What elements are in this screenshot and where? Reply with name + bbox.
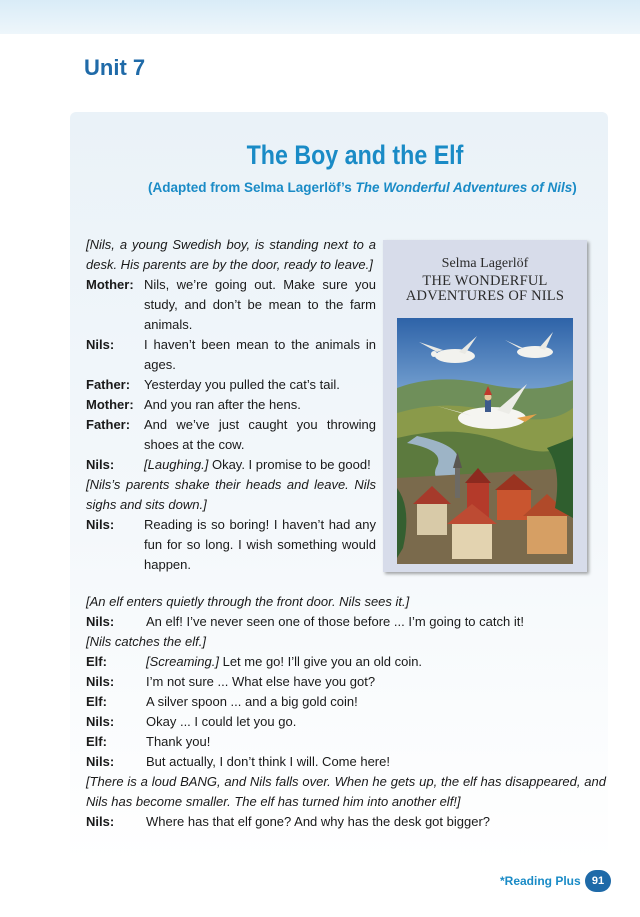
dialogue-text [146, 712, 606, 732]
dialogue-words: Thank you! [146, 734, 211, 749]
unit-heading: Unit 7 [84, 55, 146, 80]
dialogue-words: An elf! I’ve never seen one of those before ... I’m going to catch it! [146, 614, 524, 629]
dialogue-line [86, 455, 376, 475]
dialogue-line [86, 652, 606, 672]
stage-direction [86, 592, 606, 612]
dialogue-text [146, 812, 606, 832]
speaker-name: Nils: [86, 337, 115, 352]
stage-direction [86, 475, 376, 515]
dialogue-words: Yesterday you pulled the cat’s tail. [144, 377, 340, 392]
dialogue-line [86, 515, 376, 575]
stage-direction [86, 772, 606, 812]
subtitle-book-title: The Wonderful Adventures of Nils [355, 180, 573, 195]
cover-author: Selma Lagerlöf [441, 256, 529, 271]
dialogue-text [144, 375, 376, 395]
dialogue-line [86, 752, 606, 772]
speaker-name: Nils: [86, 714, 115, 729]
speaker-name: Nils: [86, 814, 115, 829]
cover-title [383, 274, 587, 304]
cover-painting [397, 318, 573, 564]
dialogue-text [146, 652, 606, 672]
dialogue-text [144, 455, 376, 475]
dialogue-words: Okay. I promise to be good! [208, 457, 371, 472]
dialogue-words: Okay ... I could let you go. [146, 714, 297, 729]
dialogue-words: Reading is so boring! I haven’t had any fun for so long. I wish something would happen. [144, 517, 376, 572]
dialogue-words: And we’ve just caught you throwing shoes at the cow. [144, 417, 376, 452]
dialogue-words: I haven’t been mean to the animals in ages. [144, 337, 376, 372]
dialogue-text [144, 515, 376, 575]
cover-title-line2: ADVENTURES OF NILS [405, 288, 565, 304]
dialogue-line [86, 672, 606, 692]
speaker-name: Mother: [86, 397, 134, 412]
dialogue-line [86, 415, 376, 455]
speaker-name: Nils: [86, 457, 115, 472]
stage-direction [86, 235, 376, 275]
dialogue-line [86, 712, 606, 732]
inline-stage-direction: [Screaming.] [146, 654, 219, 669]
speaker-name: Elf: [86, 694, 107, 709]
dialogue-words: I’m not sure ... What else have you got? [146, 674, 376, 689]
script-full-width [86, 592, 606, 832]
stage-direction-text: [Nils catches the elf.] [86, 634, 206, 649]
speaker-name: Nils: [86, 674, 115, 689]
dialogue-text [144, 335, 376, 375]
dialogue-words: But actually, I don’t think I will. Come here! [146, 754, 390, 769]
cover-title-line1: THE WONDERFUL [422, 273, 548, 289]
speaker-name: Father: [86, 417, 131, 432]
dialogue-text [146, 752, 606, 772]
inline-stage-direction: [Laughing.] [144, 457, 209, 472]
speaker-name: Elf: [86, 734, 107, 749]
subtitle-suffix: ) [572, 180, 577, 195]
dialogue-line [86, 275, 376, 335]
speaker-name: Father: [86, 377, 131, 392]
dialogue-line [86, 692, 606, 712]
stage-direction-text: [An elf enters quietly through the front door. Nils sees it.] [86, 594, 410, 609]
dialogue-line [86, 395, 376, 415]
dialogue-words: Where has that elf gone? And why has the desk got bigger? [146, 814, 491, 829]
speaker-name: Nils: [86, 754, 115, 769]
dialogue-text [144, 415, 376, 455]
dialogue-words: And you ran after the hens. [144, 397, 301, 412]
dialogue-line [86, 335, 376, 375]
dialogue-text [146, 692, 606, 712]
story-subtitle [148, 180, 577, 195]
speaker-name: Mother: [86, 277, 134, 292]
script-left-column [86, 235, 376, 575]
speaker-name: Nils: [86, 517, 115, 532]
dialogue-words: Let me go! I’ll give you an old coin. [218, 654, 423, 669]
dialogue-text [146, 732, 606, 752]
reading-plus-label: *Reading Plus [500, 874, 581, 888]
dialogue-line [86, 375, 376, 395]
book-cover-illustration [383, 240, 587, 572]
stage-direction [86, 632, 606, 652]
stage-direction-text: [Nils, a young Swedish boy, is standing next to a desk. His parents are by the door, ready to leave.] [86, 237, 376, 272]
dialogue-line [86, 732, 606, 752]
dialogue-text [146, 672, 606, 692]
speaker-name: Elf: [86, 654, 107, 669]
dialogue-text [144, 275, 376, 335]
story-title: The Boy and the Elf [246, 140, 464, 170]
dialogue-words: Nils, we’re going out. Make sure you study, and don’t be mean to the farm animals. [144, 277, 376, 332]
dialogue-words: A silver spoon ... and a big gold coin! [146, 694, 358, 709]
dialogue-line [86, 612, 606, 632]
subtitle-prefix: (Adapted from Selma Lagerlöf’s [148, 180, 356, 195]
dialogue-text [144, 395, 376, 415]
stage-direction-text: [There is a loud BANG, and Nils falls over. When he gets up, the elf has disappeared, and Nils has become smaller. The elf has turned him into another elf!] [86, 774, 606, 809]
top-header-band [0, 0, 640, 34]
dialogue-line [86, 812, 606, 832]
page-number-badge: 91 [585, 870, 611, 892]
dialogue-text [146, 612, 606, 632]
stage-direction-text: [Nils’s parents shake their heads and leave. Nils sighs and sits down.] [86, 477, 376, 512]
speaker-name: Nils: [86, 614, 115, 629]
